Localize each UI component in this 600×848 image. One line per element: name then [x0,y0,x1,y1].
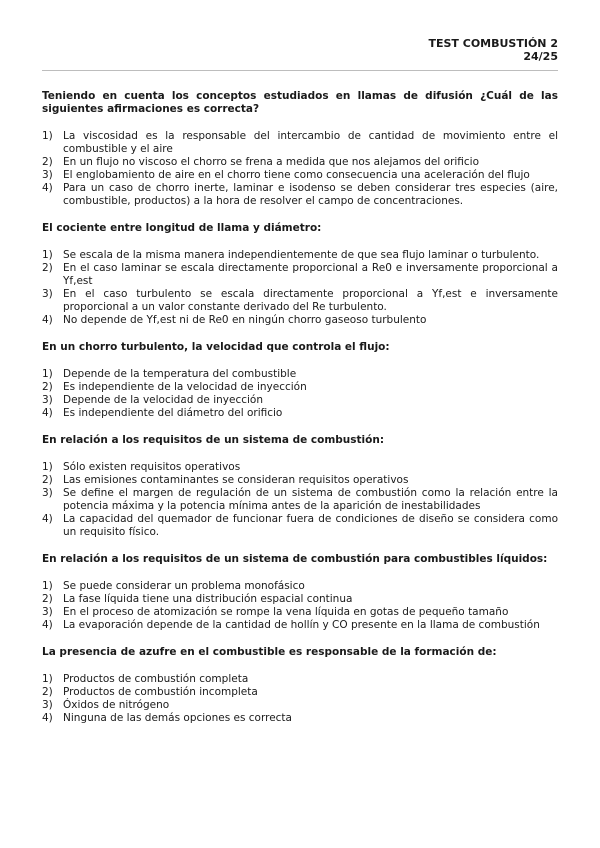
option-text: Productos de combustión incompleta [63,686,258,698]
answer-option [42,381,558,394]
option-number: 3) [42,487,53,499]
option-text: En el caso laminar se escala directamente proporcional a Re0 e inversamente proporcional a Yf,est [63,262,558,287]
option-text: La evaporación depende de la cantidad de hollín y CO presente en la llama de combustión [63,619,540,631]
option-number: 1) [42,249,53,261]
option-text: Sólo existen requisitos operativos [63,461,241,473]
answer-options [42,673,558,725]
question-text: En relación a los requisitos de un sistema de combustión para combustibles líquidos: [42,553,548,565]
option-text: No depende de Yf,est ni de Re0 en ningún chorro gaseoso turbulento [63,314,427,326]
option-number: 1) [42,461,53,473]
option-number: 2) [42,686,53,698]
option-text: Productos de combustión completa [63,673,249,685]
option-text: El englobamiento de aire en el chorro tiene como consecuencia una aceleración del flujo [63,169,530,181]
option-text: En el proceso de atomización se rompe la vena líquida en gotas de pequeño tamaño [63,606,509,618]
answer-option [42,606,558,619]
option-number: 3) [42,394,53,406]
option-text: Para un caso de chorro inerte, laminar e isodenso se deben considerar tres especies (aire, combustible, productos) a la hora de resolver el campo de concentraciones. [63,182,558,207]
option-number: 1) [42,673,53,685]
option-number: 4) [42,314,53,326]
answer-option [42,513,558,539]
option-text: Se escala de la misma manera independientemente de que sea flujo laminar o turbulento. [63,249,540,261]
option-number: 2) [42,381,53,393]
option-text: Es independiente de la velocidad de inyección [63,381,307,393]
option-number: 4) [42,513,53,525]
answer-options [42,580,558,632]
option-text: En un flujo no viscoso el chorro se frena a medida que nos alejamos del orificio [63,156,480,168]
option-text: En el caso turbulento se escala directamente proporcional a Yf,est e inversamente proporcional a un valor constante derivado del Re turbulento. [63,288,558,313]
option-text: Ninguna de las demás opciones es correcta [63,712,292,724]
option-text: Óxidos de nitrógeno [63,699,170,711]
page-header [428,37,558,63]
answer-option [42,182,558,208]
answer-option [42,580,558,593]
questions-list [42,90,558,739]
header-divider [42,70,558,71]
option-number: 1) [42,368,53,380]
option-text: Se define el margen de regulación de un sistema de combustión como la relación entre la potencia máxima y la potencia mínima antes de la aparición de inestabilidades [63,487,558,512]
answer-option [42,288,558,314]
answer-option [42,673,558,686]
option-text: Las emisiones contaminantes se consideran requisitos operativos [63,474,409,486]
option-number: 2) [42,156,53,168]
answer-option [42,249,558,262]
answer-option [42,699,558,712]
answer-option [42,619,558,632]
option-number: 1) [42,130,53,142]
answer-option [42,368,558,381]
answer-option [42,686,558,699]
option-number: 4) [42,182,53,194]
answer-option [42,712,558,725]
option-number: 4) [42,712,53,724]
question-block [42,341,558,420]
answer-options [42,130,558,208]
answer-option [42,593,558,606]
option-number: 2) [42,262,53,274]
option-number: 4) [42,407,53,419]
answer-option [42,474,558,487]
option-text: La fase líquida tiene una distribución espacial continua [63,593,353,605]
option-text: Se puede considerar un problema monofásico [63,580,305,592]
answer-option [42,407,558,420]
answer-option [42,314,558,327]
question-block [42,434,558,539]
answer-options [42,249,558,327]
option-number: 3) [42,288,53,300]
option-number: 3) [42,699,53,711]
option-text: La viscosidad es la responsable del intercambio de cantidad de movimiento entre el combustible y el aire [63,130,558,155]
question-block [42,222,558,327]
question-block [42,646,558,725]
answer-options [42,368,558,420]
answer-option [42,156,558,169]
option-number: 2) [42,474,53,486]
answer-option [42,262,558,288]
answer-options [42,461,558,539]
option-number: 2) [42,593,53,605]
question-text: El cociente entre longitud de llama y diámetro: [42,222,322,234]
question-block [42,553,558,632]
answer-option [42,461,558,474]
question-text: En relación a los requisitos de un sistema de combustión: [42,434,385,446]
question-text: Teniendo en cuenta los conceptos estudiados en llamas de difusión ¿Cuál de las siguientes afirmaciones es correcta? [42,90,558,115]
answer-option [42,130,558,156]
answer-option [42,169,558,182]
answer-option [42,487,558,513]
question-text: En un chorro turbulento, la velocidad que controla el flujo: [42,341,390,353]
answer-option [42,394,558,407]
option-text: Depende de la temperatura del combustible [63,368,297,380]
option-text: La capacidad del quemador de funcionar fuera de condiciones de diseño se considera como un requisito físico. [63,513,558,538]
document-title: TEST COMBUSTIÓN 2 [428,37,558,50]
question-block [42,90,558,208]
option-number: 3) [42,606,53,618]
option-text: Es independiente del diámetro del orificio [63,407,283,419]
option-number: 3) [42,169,53,181]
option-text: Depende de la velocidad de inyección [63,394,263,406]
option-number: 1) [42,580,53,592]
option-number: 4) [42,619,53,631]
question-text: La presencia de azufre en el combustible es responsable de la formación de: [42,646,497,658]
page-number: 24/25 [523,50,558,63]
